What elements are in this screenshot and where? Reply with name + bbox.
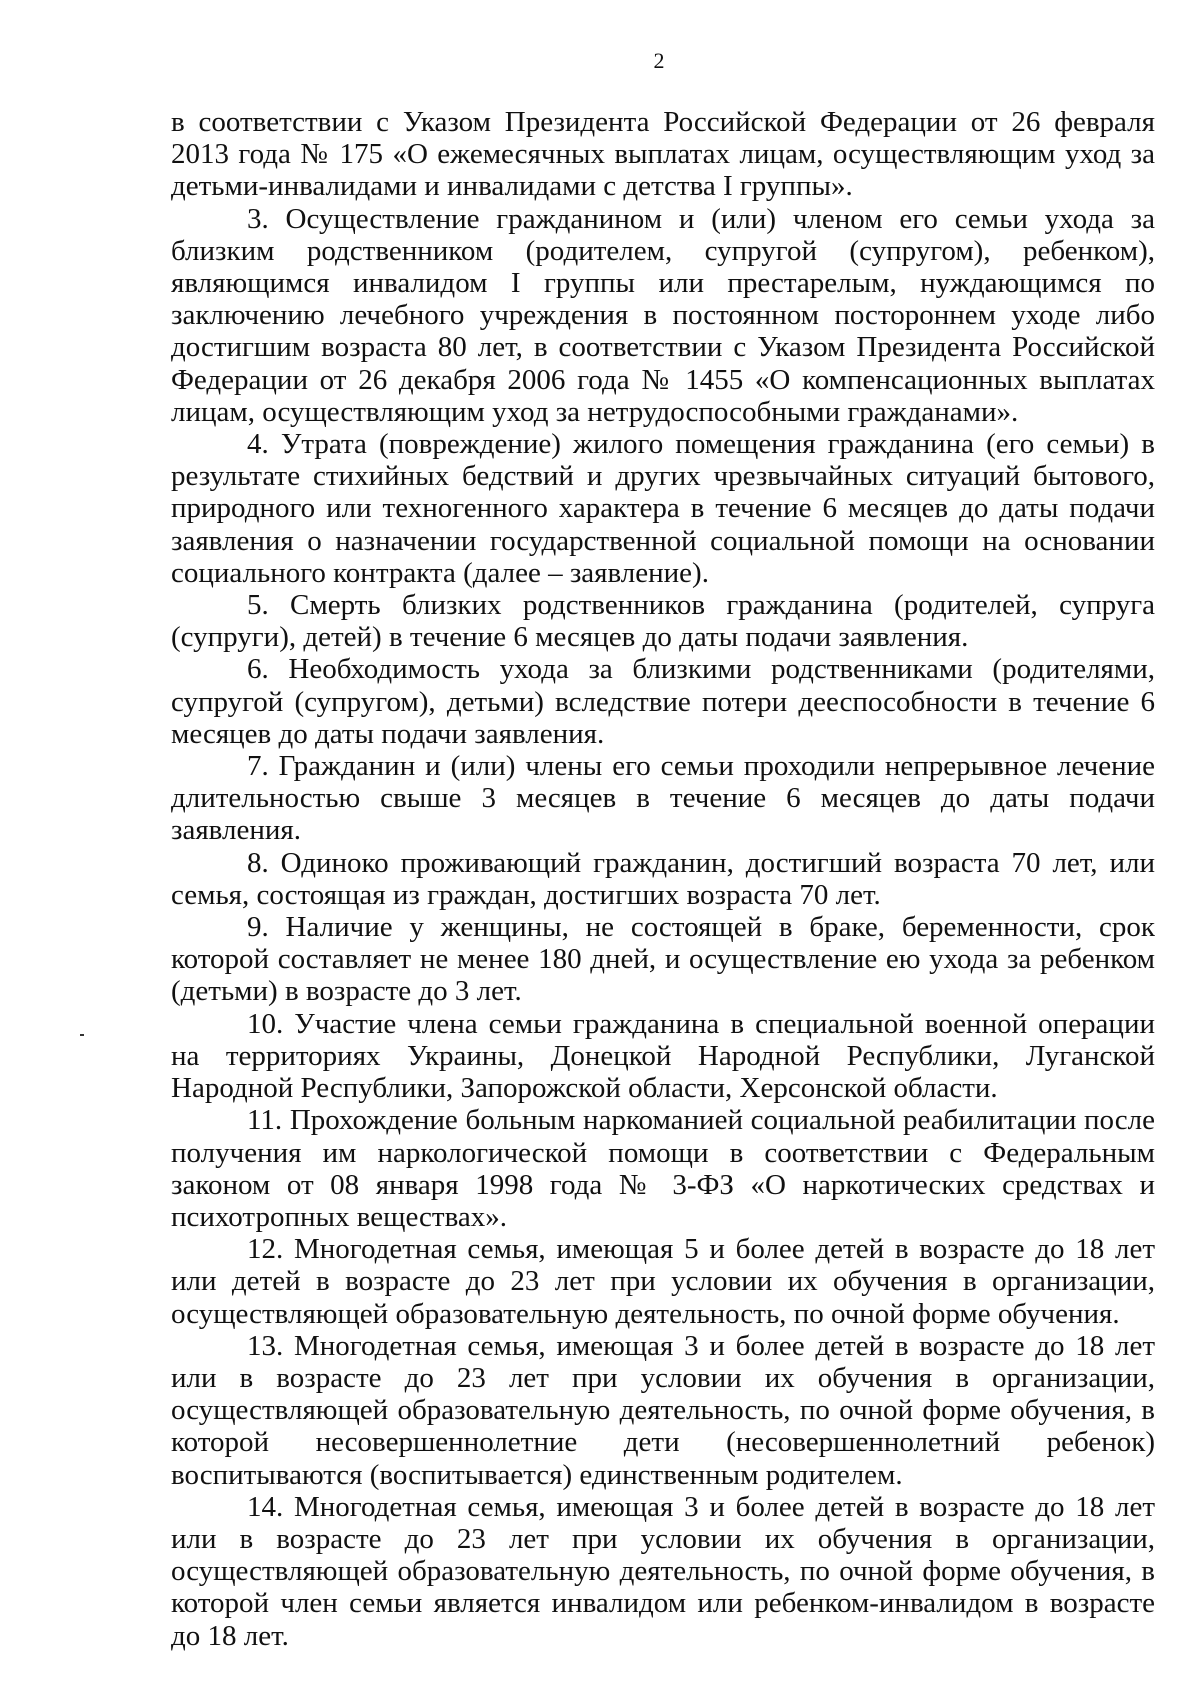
item-9: 9. Наличие у женщины, не состоящей в браке, беременности, срок которой составляет не менее 180 дней, и осуществление ею ухода за ребенком (детьми) в возрасте до 3 лет.	[171, 911, 1155, 1008]
intro-paragraph: в соответствии с Указом Президента Российской Федерации от 26 февраля 2013 года № 175 «О ежемесячных выплатах лицам, осуществляющим уход за детьми-инвалидами и инвалидами с детства I группы».	[171, 106, 1155, 203]
item-13: 13. Многодетная семья, имеющая 3 и более детей в возрасте до 18 лет или в возрасте до 23 лет при условии их обучения в организации, осуществляющей образовательную деятельность, по очной форме обучения, в которой несовершеннолетние дети (несовершеннолетний ребенок) воспитываются (воспитывается) единственным родителем.	[171, 1329, 1155, 1491]
item-7: 7. Гражданин и (или) члены его семьи проходили непрерывное лечение длительностью свыше 3 месяцев в течение 6 месяцев до даты подачи заявления.	[171, 750, 1155, 847]
item-4: 4. Утрата (повреждение) жилого помещения гражданина (его семьи) в результате стихийных бедствий и других чрезвычайных ситуаций бытового, природного или техногенного характера в течение 6 месяцев до даты подачи заявления о назначении государственной социальной помощи на основании социального контракта (далее – заявление).	[171, 428, 1155, 589]
item-12: 12. Многодетная семья, имеющая 5 и более детей в возрасте до 18 лет или детей в возрасте до 23 лет при условии их обучения в организации, осуществляющей образовательную деятельность, по очной форме обучения.	[171, 1233, 1155, 1330]
item-5: 5. Смерть близких родственников гражданина (родителей, супруга (супруги), детей) в течение 6 месяцев до даты подачи заявления.	[171, 589, 1155, 654]
scan-margin-mark	[80, 1034, 84, 1036]
document-body	[171, 106, 1155, 1652]
item-6: 6. Необходимость ухода за близкими родственниками (родителями, супругой (супругом), детьми) вследствие потери дееспособности в течение 6 месяцев до даты подачи заявления.	[171, 653, 1155, 750]
page-number: 2	[653, 48, 665, 73]
item-3: 3. Осуществление гражданином и (или) членом его семьи ухода за близким родственником (родителем, супругой (супругом), ребенком), являющимся инвалидом I группы или престарелым, нуждающимся по заключению лечебного учреждения в постоянном постороннем уходе либо достигшим возраста 80 лет, в соответствии с Указом Президента Российской Федерации от 26 декабря 2006 года № 1455 «О компенсационных выплатах лицам, осуществляющим уход за нетрудоспособными гражданами».	[171, 202, 1155, 428]
item-11: 11. Прохождение больным наркоманией социальной реабилитации после получения им наркологической помощи в соответствии с Федеральным законом от 08 января 1998 года № 3-ФЗ «О наркотических средствах и психотропных веществах».	[171, 1104, 1155, 1233]
item-10: 10. Участие члена семьи гражданина в специальной военной операции на территориях Украины, Донецкой Народной Республики, Луганской Народной Республики, Запорожской области, Херсонской области.	[171, 1007, 1155, 1105]
item-8: 8. Одиноко проживающий гражданин, достигший возраста 70 лет, или семья, состоящая из граждан, достигших возраста 70 лет.	[171, 846, 1155, 911]
item-14: 14. Многодетная семья, имеющая 3 и более детей в возрасте до 18 лет или в возрасте до 23 лет при условии их обучения в организации, осуществляющей образовательную деятельность, по очной форме обучения, в которой член семьи является инвалидом или ребенком-инвалидом в возрасте до 18 лет.	[171, 1490, 1155, 1652]
